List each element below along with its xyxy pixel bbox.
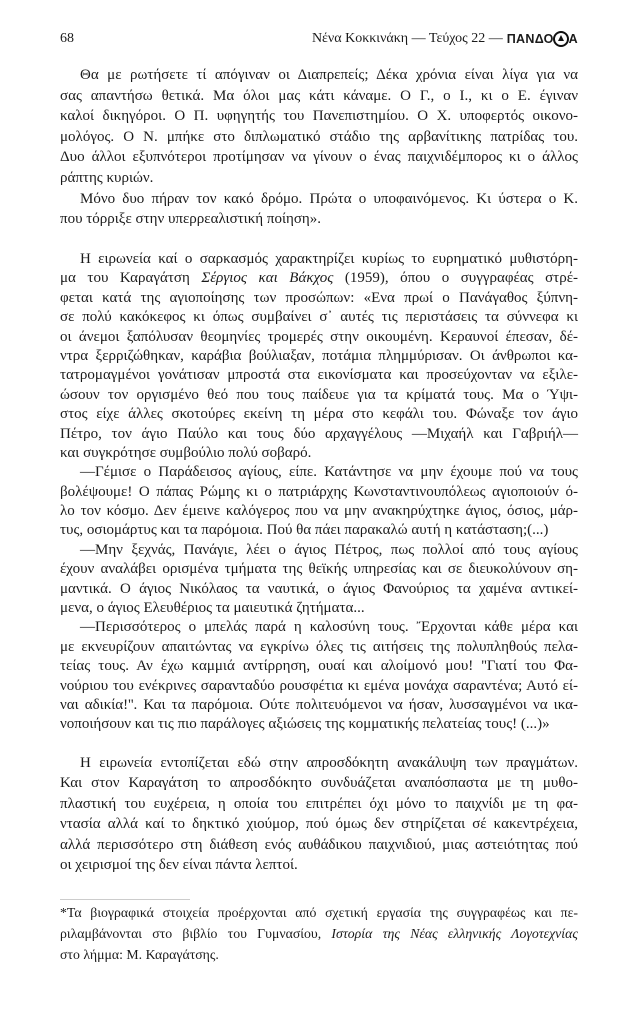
text-line: Η ειρωνεία καί ο σαρκασμός χαρακτηρίζει κυρίως το ευρηματικό μυθιστόρη-: [80, 251, 578, 267]
text-line: ράπτης κυριών.: [60, 169, 154, 186]
paragraph: [60, 189, 578, 230]
journal-logo: [507, 31, 578, 47]
paragraph: [60, 902, 578, 965]
text-line: ώσουν τον οργισμένο θεό που τους παίδευε για τα κρίματά τους. Μα ο Ύψι-: [60, 386, 578, 403]
text-line: Δυο άλλοι εξυπνότεροι προτίμησαν να γίνουν ο ένας παιχνιδέμπορος κι ο άλλος: [60, 149, 578, 166]
text-line: καλοί δικηγόροι. Ο Π. υφηγητής του Πανεπιστημίου. Ο Χ. υποφερτός οικονο-: [60, 108, 578, 125]
text-line: [60, 269, 578, 288]
text-line: αλλά περισσότερο στη διάθεση ενός αυθάδικου παιχνιδιού, μιας αστειότητας πού: [60, 836, 578, 853]
page-number: 68: [60, 31, 74, 46]
text-line: —Περισσότερος ο μπελάς παρά η καλοσύνη τους. Ἔρχονται κάθε μέρα και: [80, 619, 578, 636]
text-line: Και στον Καραγάτση το απροσδόκητο συνδυάζεται αναπόσπαστα με τη μυθο-: [60, 775, 578, 792]
text-segment: ριλαμβάνονται στο βιβλίο του Γυμνασίου,: [60, 926, 332, 941]
text-line: σας απαντήσω θετικά. Μα όλοι μας κάτι κάναμε. Ο Γ., ο Ι., κι ο Ε. έγιναν: [60, 87, 578, 104]
text-line: ναι αδικία!''. Και τα παρόμοια. Ούτε πολιτευόμενοι να ήσαν, λυσσαγμένοι να ικα-: [60, 696, 578, 713]
text-line: νούριου του ενέκρινες σαρανταδύο ρουσφέτια κι εμένα μονάχα σαραντένα; Αυτό εί-: [60, 677, 578, 694]
text-line: στο λήμμα: Μ. Καραγάτσης.: [60, 947, 219, 962]
text-line: νοποιήσουν και τις πιο παράλογες αξιώσεις της κομματικής πελατείας τους! (...)»: [60, 716, 550, 733]
italic-title: Ιστορία της Νέας ελληνικής Λογοτεχνίας: [331, 926, 578, 941]
sergios-vakchos-passage: [60, 250, 578, 735]
text-line: —Μην ξεχνάς, Πανάγιε, λέει ο άγιος Πέτρος, πως πολλοί από τους αγίους: [80, 541, 578, 558]
page-header: [60, 31, 578, 51]
text-line: ντασία αλλά καί το δηκτικό χιούμορ, πού όμως δεν στηρίζεται σέ κακεντρέχεια,: [60, 816, 578, 833]
text-line: έχουν αναλάβει ορισμένα τμήματα της θεϊκής υπηρεσίας και σε διευκολύνουν ση-: [60, 561, 578, 578]
text-line: τείας τους. Αν έχω καμμιά αντίρρηση, ουαί και αλοίμονό μου! ''Γιατί του Φα-: [60, 658, 578, 675]
text-segment: μα του Καραγάτση: [60, 270, 202, 287]
text-segment: (1959), όπου ο συγγραφέας στρέ-: [333, 270, 578, 287]
text-line: Μόνο δυο πήραν τον κακό δρόμο. Πρώτα ο υποφαινόμενος. Κι ύστερα ο Κ.: [80, 190, 578, 207]
text-line: και συγκρότησε συμβούλιο πολύ σοβαρό.: [60, 444, 312, 461]
paragraph: [60, 753, 578, 875]
logo-text-left: ΠΑΝΔΟ: [506, 32, 554, 46]
text-line: λο τον κόσμο. Δεν έμεινε καλόγερος που να μην ανακηρύχτηκε άγιος, όσιος, μάρ-: [60, 503, 578, 520]
running-title: [312, 31, 578, 47]
text-line: οι άνεμοι ξαπόλυσαν θεομηνίες τρομερές στην οικουμένη. Κεραυνοί έπεσαν, δέ-: [60, 328, 578, 345]
logo-mark-icon: [553, 31, 569, 47]
text-line: [60, 923, 578, 944]
logo-text-right: Α: [568, 32, 578, 46]
text-line: οι χειρισμοί της δεν είναι πάντα λεπτοί.: [60, 856, 298, 873]
text-line: *Τα βιογραφικά στοιχεία προέρχονται από σχετική εργασία της συγγραφέως και πε-: [60, 905, 578, 920]
paragraph: [60, 65, 578, 189]
text-line: σε πολύ κακόκεφος κι όπως συμβαίνει σ᾽ αυτές τις περιστάσεις τα σύννεφα κι: [60, 309, 578, 326]
text-line: μαντικά. Ο άγιος Νικόλαος τα ναυτικά, ο άγιος Φανούριος τα χαμένα αντικεί-: [60, 580, 578, 597]
paragraph: [60, 463, 578, 541]
commentary-paragraph: [60, 753, 578, 875]
italic-title: Σέργιος και Βάκχος: [201, 270, 334, 287]
text-line: τυς, οσιομάρτυς και τα παρόμοια. Πού θα πάει παρακαλώ αυτή η κατάσταση;(...): [60, 522, 549, 539]
text-line: Η ειρωνεία εντοπίζεται εδώ στην απροσδόκητη ανακάλυψη των πραγμάτων.: [80, 755, 578, 771]
text-line: τατρομαγμένοι γονάτισαν μπροστά στα εικονίσματα και προσεύχονταν να εξιλε-: [60, 367, 578, 384]
paragraph: [60, 618, 578, 734]
text-line: μενα, ο άγιος Ελευθέριος τα μαιευτικά ζητήματα...: [60, 600, 365, 617]
footnote: [60, 902, 578, 965]
text-line: πλαστική του ευχέρεια, η οποία του επιτρέπει όχι μόνο το παιχνίδι με τη φα-: [60, 795, 578, 812]
text-line: που τόρριξε στην υπερρεαλιστική ποίηση».: [60, 211, 321, 228]
text-line: Πέτρο, τον άγιο Παύλο και τους δύο αρχαγγέλους —Μιχαήλ και Γαβριήλ—: [60, 425, 578, 442]
paragraph: [60, 541, 578, 619]
text-line: ντρα ξερριζώθηκαν, καράβια βούλιαξαν, ποτάμια πλημμύρισαν. Οι άνθρωποι κα-: [60, 347, 578, 364]
text-line: Θα με ρωτήσετε τί απόγιναν οι Διαπρεπείς; Δέκα χρόνια είναι λίγα για να: [80, 67, 578, 83]
text-line: μολόγος. Ο Ν. μπήκε στο διπλωματικό στάδιο της αρβανίτικης πατρίδας του.: [60, 128, 578, 145]
text-line: —Γέμισε ο Παράδεισος αγίους, είπε. Κατάντησε να μην έχουμε πού να τους: [80, 464, 578, 481]
footnote-divider: [60, 899, 190, 900]
running-title-text: Νένα Κοκκινάκη — Τεύχος 22 —: [311, 31, 503, 46]
quoted-passage-end: [60, 65, 578, 230]
text-line: φεται κατά της αγιοποίησης των προσώπων: «Ενα πρωί ο Πανάγαθος ξύπνη-: [60, 289, 578, 306]
text-line: βολέψουμε! Ο πάπας Ρώμης κι ο πατριάρχης Κωνσταντινουπόλεως αγιοποιούν ό-: [60, 483, 578, 500]
text-line: με εκνευρίζουν απαιτώντας να εγκρίνω όλες τις αιτήσεις της πολυπληθούς πελα-: [60, 638, 578, 655]
text-line: στος είχε άλλες σκοτούρες εκείνη τη μέρα στο κεφάλι του. Φώναξε τον άγιο: [60, 406, 578, 423]
paragraph: [60, 250, 578, 463]
